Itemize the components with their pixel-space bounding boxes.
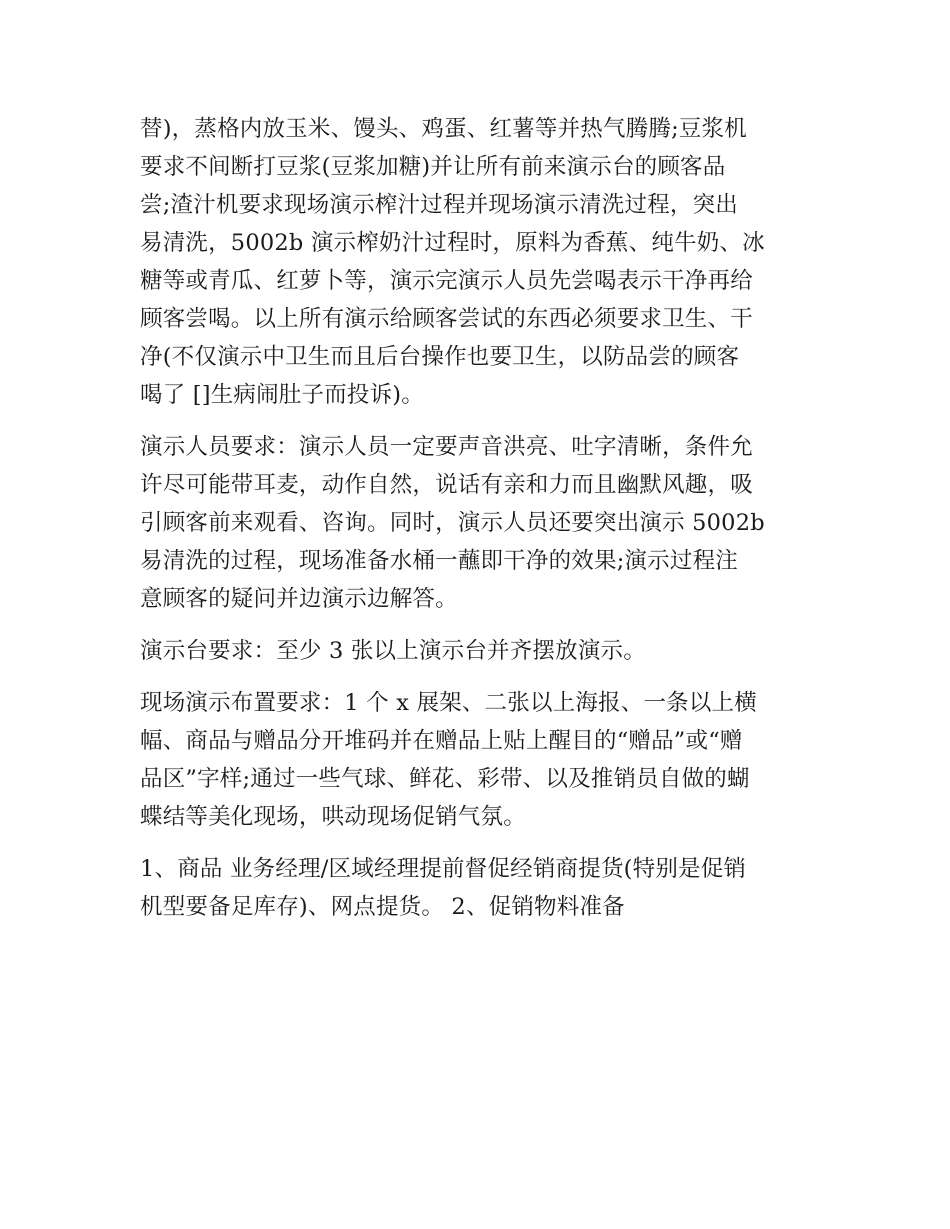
- text-line: 喝了 []生病闹肚子而投诉)。: [140, 382, 424, 408]
- text-line: 1、商品 业务经理/区域经理提前督促经销商提货(特别是促销: [140, 856, 747, 882]
- text-line: 引顾客前来观看、咨询。同时，演示人员还要突出演示 5002b: [140, 510, 765, 536]
- text-line: 演示台要求：至少 3 张以上演示台并齐摆放演示。: [140, 638, 646, 664]
- text-line: 尝;渣汁机要求现场演示榨汁过程并现场演示清洗过程，突出: [140, 192, 738, 218]
- paragraph-goods-preparation: [140, 850, 820, 926]
- text-line: 幅、商品与赠品分开堆码并在赠品上贴上醒目的“赠品”或“赠: [140, 728, 743, 754]
- text-line: 机型要备足库存)、网点提货。 2、促销物料准备: [140, 894, 625, 920]
- text-line: 顾客尝喝。以上所有演示给顾客尝试的东西必须要求卫生、干: [140, 306, 753, 332]
- text-line: 品区”字样;通过一些气球、鲜花、彩带、以及推销员自做的蝴: [140, 766, 750, 792]
- text-line: 糖等或青瓜、红萝卜等，演示完演示人员先尝喝表示干净再给: [140, 268, 753, 294]
- text-line: 现场演示布置要求：1 个 x 展架、二张以上海报、一条以上横: [140, 690, 757, 716]
- text-line: 替)，蒸格内放玉米、馒头、鸡蛋、红薯等并热气腾腾;豆浆机: [140, 116, 747, 142]
- text-line: 净(不仅演示中卫生而且后台操作也要卫生，以防品尝的顾客: [140, 344, 740, 370]
- paragraph-demo-table-requirements: [140, 632, 820, 670]
- text-line: 意顾客的疑问并边演示边解答。: [140, 586, 458, 612]
- paragraph-demo-staff-requirements: [140, 428, 820, 618]
- text-line: 许尽可能带耳麦，动作自然，说话有亲和力而且幽默风趣，吸: [140, 472, 753, 498]
- text-line: 易清洗，5002b 演示榨奶汁过程时，原料为香蕉、纯牛奶、冰: [140, 230, 765, 256]
- text-line: 易清洗的过程，现场准备水桶一蘸即干净的效果;演示过程注: [140, 548, 738, 574]
- text-line: 要求不间断打豆浆(豆浆加糖)并让所有前来演示台的顾客品: [140, 154, 726, 180]
- text-line: 蝶结等美化现场，哄动现场促销气氛。: [140, 804, 526, 830]
- text-line: 演示人员要求：演示人员一定要声音洪亮、吐字清晰，条件允: [140, 434, 753, 460]
- document-page: [140, 110, 820, 940]
- paragraph-site-layout-requirements: [140, 684, 820, 836]
- paragraph-demo-items: [140, 110, 820, 414]
